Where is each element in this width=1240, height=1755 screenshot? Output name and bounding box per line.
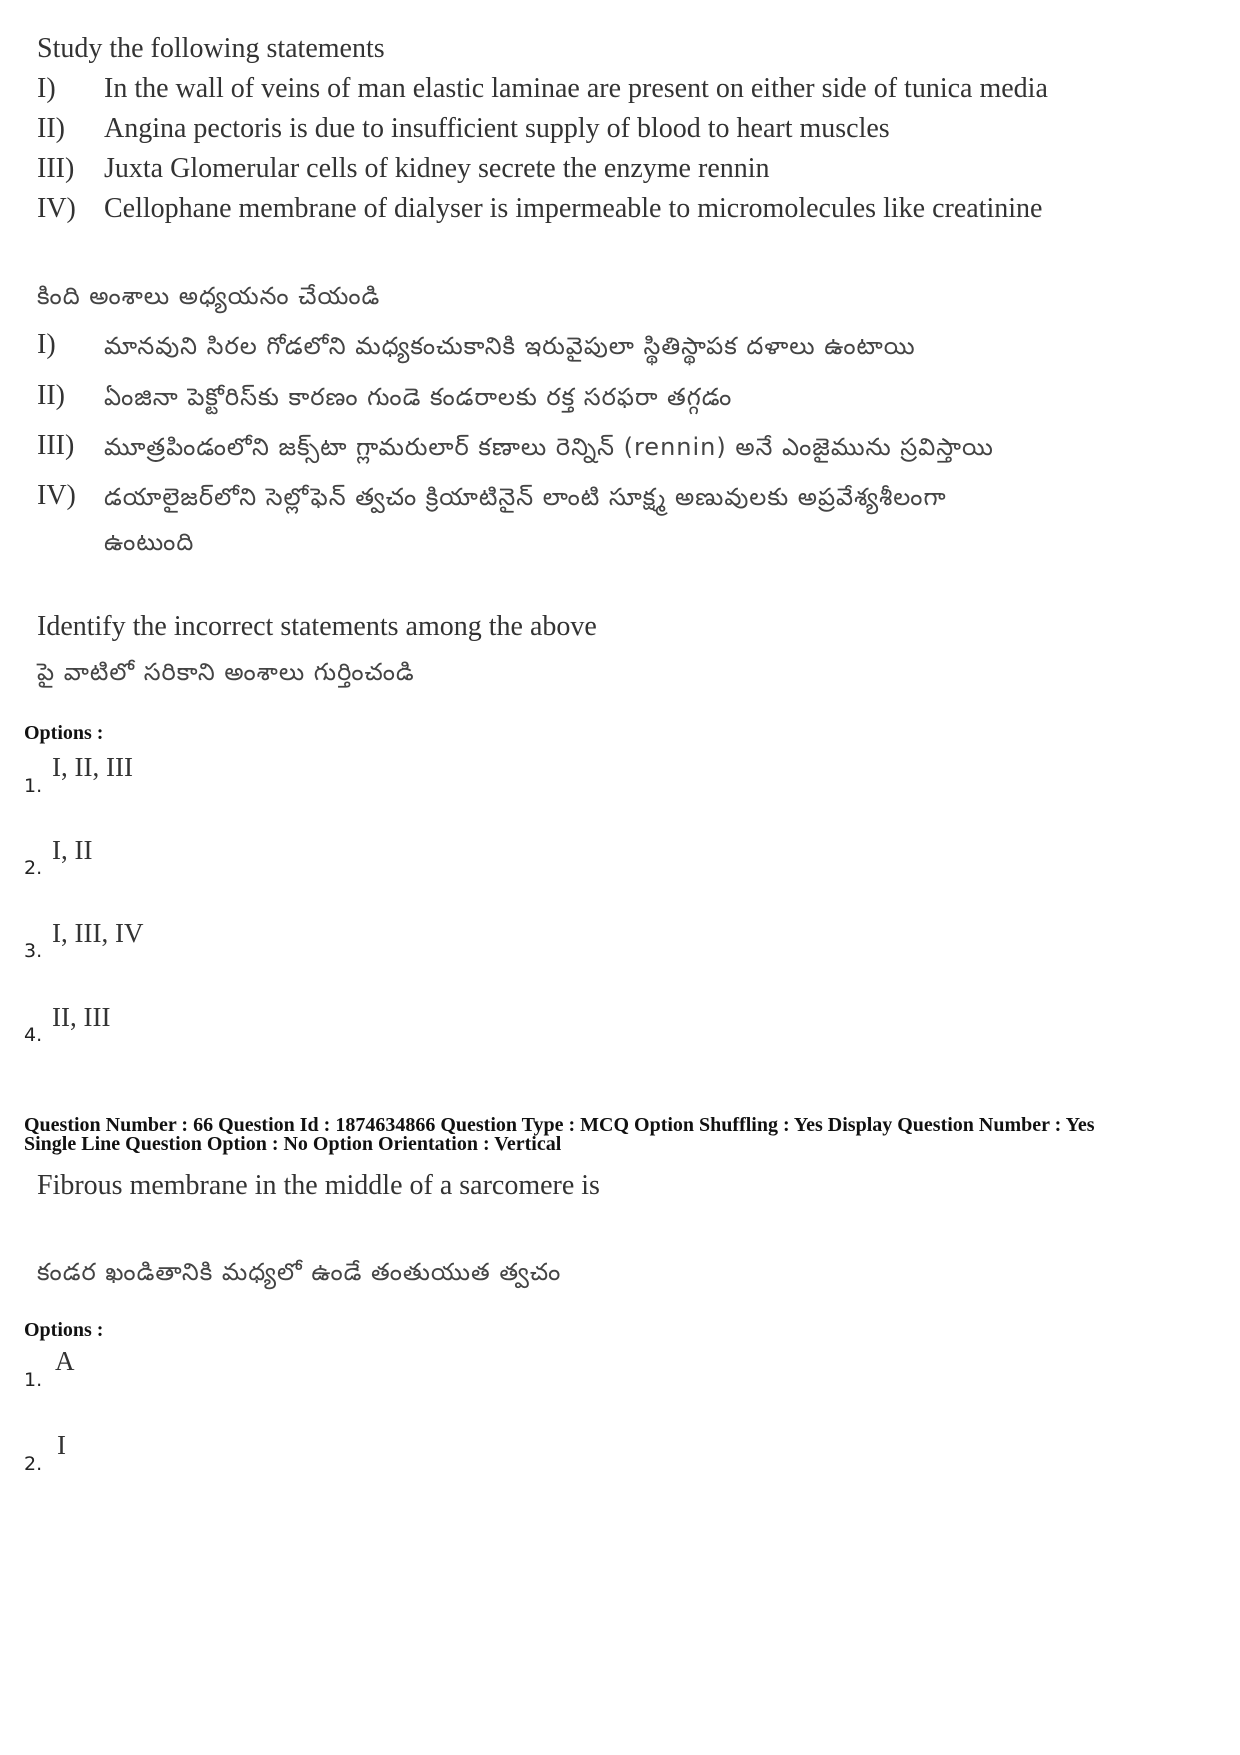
q65-stmt-te-2-text: ఏంజినా పెక్టోరిస్‌కు కారణం గుండె కండరాలకు రక్త సరఫరా తగ్గడం <box>104 383 733 411</box>
q65-option-3-index: 3. <box>24 940 43 962</box>
q65-options-label: Options : <box>24 722 104 744</box>
q65-stmt-en-2-num: II) <box>37 113 65 144</box>
q66-options-label: Options : <box>24 1319 104 1341</box>
q65-stmt-te-3-text: మూత్రపిండంలోని జక్స్‌టా గ్లామరులార్ కణాలు రెన్నిన్ (rennin) అనే ఎంజైమును స్రవిస్తాయి <box>104 433 994 461</box>
q65-stmt-en-2-text: Angina pectoris is due to insufficient supply of blood to heart muscles <box>104 113 890 144</box>
q66-question-te: కండర ఖండితానికి మధ్యలో ఉండే తంతుయుత త్వచం <box>37 1258 562 1286</box>
q66-meta-line-2: Single Line Question Option : No Option Orientation : Vertical <box>24 1133 562 1155</box>
q65-option-3[interactable]: I, III, IV <box>52 918 144 948</box>
q65-ask-en: Identify the incorrect statements among the above <box>37 611 597 642</box>
q65-stmt-en-1-num: I) <box>37 73 56 104</box>
q66-option-2-index: 2. <box>24 1453 43 1475</box>
q65-stmt-te-4-text: డయాలైజర్‌లోని సెల్లోఫెన్ త్వచం క్రియాటినైన్ లాంటి సూక్ష్మ అణువులకు అప్రవేశ్యశీలంగా <box>104 483 947 511</box>
q66-meta-line-1: Question Number : 66 Question Id : 1874634866 Question Type : MCQ Option Shuffling : Yes Display Question Number : Yes <box>24 1114 1095 1136</box>
q65-option-4-index: 4. <box>24 1024 43 1046</box>
q65-option-1[interactable]: I, II, III <box>52 752 133 782</box>
q65-stmt-en-3-num: III) <box>37 153 75 184</box>
q65-intro-en: Study the following statements <box>37 33 385 64</box>
q66-question-en: Fibrous membrane in the middle of a sarcomere is <box>37 1170 600 1201</box>
q65-stmt-te-4-num: IV) <box>37 480 76 511</box>
q65-stmt-en-4-num: IV) <box>37 193 76 224</box>
q65-stmt-te-1-num: I) <box>37 329 56 360</box>
q65-intro-te: కింది అంశాలు అధ్యయనం చేయండి <box>37 282 381 310</box>
q65-option-2[interactable]: I, II <box>52 835 93 865</box>
q65-option-2-index: 2. <box>24 857 43 879</box>
q65-option-1-index: 1. <box>24 775 43 797</box>
q65-stmt-te-3-num: III) <box>37 430 75 461</box>
q65-stmt-en-4-text: Cellophane membrane of dialyser is impermeable to micromolecules like creatinine <box>104 193 1043 224</box>
q65-stmt-en-1-text: In the wall of veins of man elastic laminae are present on either side of tunica media <box>104 73 1048 104</box>
q66-option-1-index: 1. <box>24 1369 43 1391</box>
q65-ask-te: పై వాటిలో సరికాని అంశాలు గుర్తించండి <box>37 658 415 686</box>
q65-stmt-te-2-num: II) <box>37 380 65 411</box>
q65-stmt-te-4-text-cont: ఉంటుంది <box>104 528 195 556</box>
q65-stmt-te-1-text: మానవుని సిరల గోడలోని మధ్యకంచుకానికి ఇరువైపులా స్థితిస్థాపక దళాలు ఉంటాయి <box>104 332 916 360</box>
q66-option-1[interactable]: A <box>55 1346 75 1376</box>
q66-option-2[interactable]: I <box>57 1430 66 1460</box>
q65-stmt-en-3-text: Juxta Glomerular cells of kidney secrete the enzyme rennin <box>104 153 770 184</box>
q65-option-4[interactable]: II, III <box>52 1002 111 1032</box>
